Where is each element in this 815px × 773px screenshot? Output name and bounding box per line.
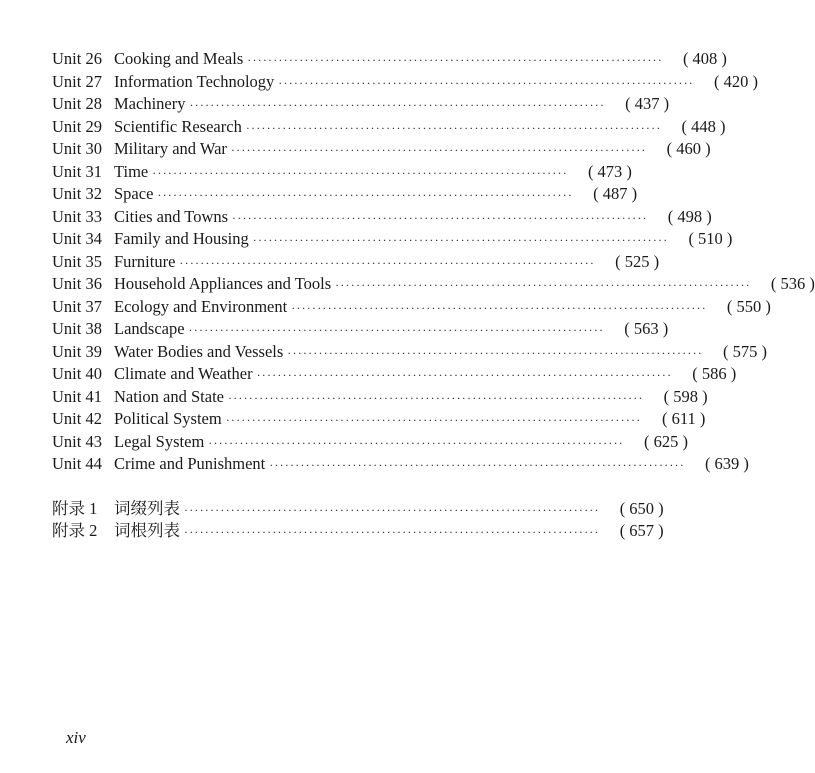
dot-leader: ················································································ <box>278 75 694 90</box>
toc-entry-page-number: ( 510 ) <box>688 229 733 248</box>
toc-entry-page-number: ( 550 ) <box>726 296 771 316</box>
toc-entry-title: Military and War <box>114 139 227 158</box>
toc-entry-page-number: ( 498 ) <box>667 206 712 226</box>
toc-entry-label: Unit 34 <box>52 229 102 248</box>
toc-entry-page-number: ( 536 ) <box>770 274 815 293</box>
toc-entry <box>52 251 660 274</box>
toc-entry-page-number: ( 408 ) <box>682 49 727 68</box>
toc-entry-label: Unit 43 <box>52 431 102 451</box>
toc-entry-label: Unit 37 <box>52 296 102 316</box>
dot-leader: ················································································ <box>232 210 648 225</box>
toc-entry-title: Crime and Punishment <box>114 454 266 473</box>
toc-entry-page-number: ( 420 ) <box>713 71 758 91</box>
appendix-entry-title: 词缀列表 <box>114 498 180 518</box>
dot-leader: ················································································ <box>252 233 669 247</box>
dot-leader: ················································································ <box>335 278 751 292</box>
dot-leader: ················································································ <box>230 143 647 157</box>
toc-entry-page-number: ( 563 ) <box>624 319 669 338</box>
toc-entry-title: Space <box>114 184 154 203</box>
toc-entry-page-number: ( 575 ) <box>722 341 767 361</box>
toc-entry-title: Legal System <box>114 431 205 451</box>
toc-entry <box>52 296 771 319</box>
toc-entry-title: Machinery <box>114 94 186 113</box>
appendix-entry-label: 附录 2 <box>52 521 98 540</box>
toc-entry <box>52 116 726 139</box>
dot-leader: ················································································ <box>227 390 644 405</box>
toc-entry <box>52 228 733 251</box>
toc-entry-label: Unit 44 <box>52 454 102 473</box>
dot-leader: ················································································ <box>188 323 605 337</box>
toc-entry-title: Landscape <box>114 319 185 338</box>
toc-entry-label: Unit 28 <box>52 94 102 113</box>
toc-entry <box>52 93 670 116</box>
toc-entry-title: Information Technology <box>114 71 275 91</box>
table-of-contents <box>52 48 815 543</box>
appendix-list <box>52 498 664 543</box>
toc-entry-title: Ecology and Environment <box>114 296 288 316</box>
appendix-entry-page-number: ( 657 ) <box>619 521 664 540</box>
toc-entry <box>52 341 767 364</box>
dot-leader: ················································································ <box>287 345 703 360</box>
toc-entry <box>52 431 688 454</box>
toc-entry-title: Cooking and Meals <box>114 49 244 68</box>
toc-entry-title: Political System <box>114 409 222 428</box>
toc-entry-title: Nation and State <box>114 386 224 406</box>
toc-entry <box>52 48 727 71</box>
dot-leader: ················································································ <box>157 188 574 202</box>
toc-entry-title: Water Bodies and Vessels <box>114 341 284 361</box>
toc-entry-label: Unit 26 <box>52 49 102 68</box>
toc-entry-label: Unit 39 <box>52 341 102 361</box>
toc-entry-label: Unit 42 <box>52 409 102 428</box>
toc-entry-page-number: ( 611 ) <box>662 409 706 428</box>
toc-entry-page-number: ( 525 ) <box>615 251 660 271</box>
toc-entry <box>52 138 711 161</box>
toc-entry-page-number: ( 586 ) <box>692 364 737 383</box>
toc-entry-label: Unit 29 <box>52 116 102 136</box>
toc-entry-title: Family and Housing <box>114 229 249 248</box>
toc-entry-label: Unit 40 <box>52 364 102 383</box>
toc-entry-label: Unit 27 <box>52 71 102 91</box>
dot-leader: ················································································ <box>184 502 600 517</box>
toc-entry-page-number: ( 437 ) <box>625 94 670 113</box>
toc-entry-title: Cities and Towns <box>114 206 229 226</box>
toc-entry <box>52 71 758 94</box>
toc-entry <box>52 318 669 341</box>
dot-leader: ················································································ <box>189 98 606 112</box>
toc-entry <box>52 453 749 476</box>
toc-entry-label: Unit 33 <box>52 206 102 226</box>
toc-entry <box>52 161 632 184</box>
dot-leader: ················································································ <box>208 435 624 450</box>
toc-entry-page-number: ( 598 ) <box>663 386 708 406</box>
toc-entry <box>52 408 706 431</box>
page-number: xiv <box>66 728 86 747</box>
dot-leader: ················································································ <box>152 165 568 180</box>
dot-leader: ················································································ <box>291 300 707 315</box>
toc-entry-label: Unit 36 <box>52 274 102 293</box>
toc-entry-page-number: ( 448 ) <box>681 116 726 136</box>
toc-entry-title: Time <box>114 161 149 181</box>
section-gap <box>52 476 457 498</box>
toc-entry-page-number: ( 460 ) <box>666 139 711 158</box>
toc-entry <box>52 273 815 296</box>
toc-entry-page-number: ( 487 ) <box>593 184 638 203</box>
dot-leader: ················································································ <box>256 368 673 382</box>
dot-leader: ················································································ <box>245 120 662 135</box>
toc-entry <box>52 183 638 206</box>
appendix-entry <box>52 520 664 543</box>
toc-entry <box>52 363 737 386</box>
toc-entry <box>52 206 712 229</box>
toc-entry-label: Unit 32 <box>52 184 102 203</box>
toc-entry-label: Unit 41 <box>52 386 102 406</box>
toc-entry-label: Unit 35 <box>52 251 102 271</box>
toc-entry-label: Unit 30 <box>52 139 102 158</box>
toc-entry <box>52 386 708 409</box>
dot-leader: ················································································ <box>179 255 596 270</box>
toc-entry-title: Climate and Weather <box>114 364 253 383</box>
toc-entry-page-number: ( 473 ) <box>587 161 632 181</box>
dot-leader: ················································································ <box>247 53 663 67</box>
appendix-entry <box>52 498 664 521</box>
appendix-entry-label: 附录 1 <box>52 498 98 518</box>
dot-leader: ················································································ <box>225 413 642 427</box>
appendix-entry-page-number: ( 650 ) <box>619 498 664 518</box>
dot-leader: ················································································ <box>184 525 600 539</box>
toc-entry-label: Unit 38 <box>52 319 102 338</box>
toc-entry-title: Scientific Research <box>114 116 242 136</box>
unit-list <box>52 48 815 476</box>
toc-entry-page-number: ( 639 ) <box>704 454 749 473</box>
toc-entry-page-number: ( 625 ) <box>643 431 688 451</box>
toc-entry-label: Unit 31 <box>52 161 102 181</box>
appendix-entry-title: 词根列表 <box>114 521 180 540</box>
dot-leader: ················································································ <box>269 458 685 472</box>
toc-entry-title: Furniture <box>114 251 176 271</box>
toc-entry-title: Household Appliances and Tools <box>114 274 332 293</box>
